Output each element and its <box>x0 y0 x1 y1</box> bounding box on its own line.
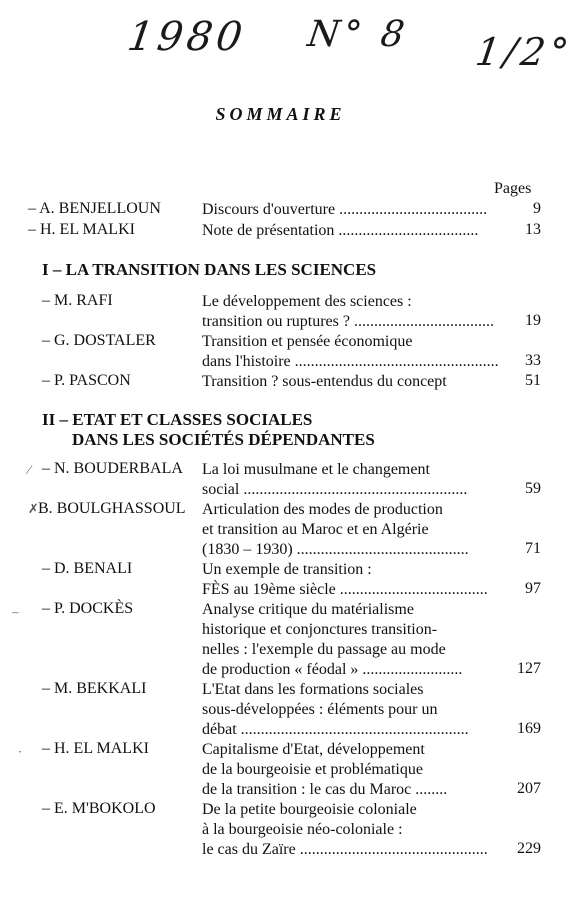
margin-mark: ✗ <box>28 501 39 516</box>
toc-author: – M. RAFI <box>42 292 113 309</box>
toc-line: sous-développées : éléments pour un <box>202 701 438 718</box>
toc-line: L'Etat dans les formations sociales <box>202 681 424 698</box>
toc-page: 127 <box>517 660 541 677</box>
toc-line: La loi musulmane et le changement <box>202 461 430 478</box>
toc-author: – E. M'BOKOLO <box>42 800 156 817</box>
handwritten-fraction: 1/2° <box>472 30 575 74</box>
toc-page: 169 <box>517 720 541 737</box>
margin-mark: · <box>18 744 23 759</box>
toc-author: – M. BEKKALI <box>42 680 147 697</box>
toc-page: 13 <box>525 221 541 238</box>
toc-author: – P. PASCON <box>42 372 131 389</box>
toc-author: B. BOULGHASSOUL <box>38 500 186 517</box>
toc-line: de la transition : le cas du Maroc ........ <box>202 781 448 798</box>
toc-author: – P. DOCKÈS <box>42 600 134 617</box>
toc-page: 33 <box>525 352 541 369</box>
toc-line: Le développement des sciences : <box>202 293 412 310</box>
toc-author: – D. BENALI <box>42 560 133 577</box>
pages-column-header: Pages <box>494 180 532 197</box>
toc-line: transition ou ruptures ? ................................... <box>202 313 494 330</box>
section-heading: II – ETAT ET CLASSES SOCIALES DANS LES SOCIÉTÉS DÉPENDANTES <box>42 410 375 449</box>
toc-line: Transition et pensée économique <box>202 333 413 350</box>
toc-line: FÈS au 19ème siècle ..................................... <box>202 581 488 598</box>
toc-page: 51 <box>525 372 541 389</box>
toc-line: débat ......................................................... <box>202 721 469 738</box>
handwritten-number: N° 8 <box>305 14 411 55</box>
toc-line: historique et conjonctures transition- <box>202 621 438 638</box>
toc-page: 19 <box>525 312 541 329</box>
toc-line: Discours d'ouverture ..................................... <box>202 201 488 218</box>
toc-line: (1830 – 1930) ........................................... <box>202 541 469 558</box>
toc-author: – H. EL MALKI <box>42 740 149 757</box>
toc-page: 97 <box>525 580 541 597</box>
margin-mark: ⁄ <box>28 462 31 477</box>
toc-line: dans l'histoire ................................................... <box>202 353 499 370</box>
toc-line: De la petite bourgeoisie coloniale <box>202 801 417 818</box>
toc-author: – A. BENJELLOUN <box>28 200 161 217</box>
toc-page: 229 <box>517 840 541 857</box>
toc-line: nelles : l'exemple du passage au mode <box>202 641 446 658</box>
toc-line: Capitalisme d'Etat, développement <box>202 741 425 758</box>
toc-line: Transition ? sous-entendus du concept <box>202 373 447 390</box>
toc-page: 59 <box>525 480 541 497</box>
toc-page: 71 <box>525 540 541 557</box>
toc-line: à la bourgeoisie néo-coloniale : <box>202 821 403 838</box>
section-heading: I – LA TRANSITION DANS LES SCIENCES <box>42 260 377 279</box>
page-title: SOMMAIRE <box>215 104 346 124</box>
toc-line: de la bourgeoisie et problématique <box>202 761 423 778</box>
toc-line: Analyse critique du matérialisme <box>202 601 414 618</box>
margin-mark: – <box>12 604 19 619</box>
toc-page: 207 <box>517 780 541 797</box>
toc-line: Note de présentation ................................... <box>202 222 479 239</box>
toc-line: social ........................................................ <box>202 481 468 498</box>
toc-author: – G. DOSTALER <box>42 332 156 349</box>
toc-line: de production « féodal » ......................... <box>202 661 463 678</box>
toc-page: 9 <box>533 200 541 217</box>
toc-line: Un exemple de transition : <box>202 561 372 578</box>
toc-line: et transition au Maroc et en Algérie <box>202 521 429 538</box>
toc-author: – N. BOUDERBALA <box>42 460 183 477</box>
toc-line: le cas du Zaïre ............................................... <box>202 841 488 858</box>
toc-author: – H. EL MALKI <box>28 221 135 238</box>
handwritten-year: 1980 <box>124 14 250 60</box>
toc-line: Articulation des modes de production <box>202 501 443 518</box>
